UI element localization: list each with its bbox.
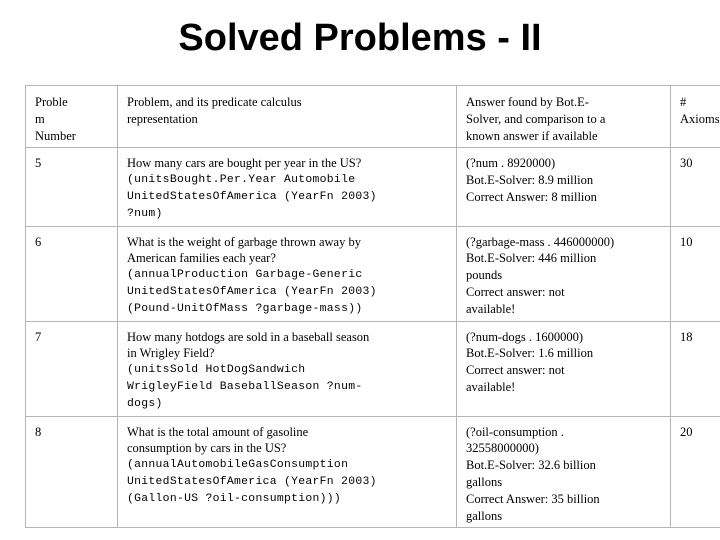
header-axioms: # Axioms [671, 86, 720, 148]
header-problem-number: Proble m Number [26, 86, 118, 148]
problem-number: 8 [26, 416, 118, 528]
header-problem-representation: Problem, and its predicate calculus representation [118, 86, 457, 148]
answer-cell: (?oil-consumption . 32558000000) Bot.E-Solver: 32.6 billion gallons Correct Answer: 35 billion gallons [457, 416, 671, 528]
answer-cell: (?garbage-mass . 446000000) Bot.E-Solver: 446 million pounds Correct answer: not available! [457, 226, 671, 321]
page-title: Solved Problems - II [178, 17, 542, 59]
problem-cell [118, 416, 457, 528]
table-header-row [26, 86, 720, 148]
axioms-count: 18 [671, 321, 720, 416]
table-row [26, 148, 720, 226]
answer-cell: (?num . 8920000) Bot.E-Solver: 8.9 million Correct Answer: 8 million [457, 148, 671, 226]
problem-formula: (annualProduction Garbage-Generic UnitedStatesOfAmerica (YearFn 2003) (Pound-UnitOfMass ?garbage-mass)) [127, 269, 377, 315]
axioms-count: 20 [671, 416, 720, 528]
table-row [26, 416, 720, 528]
axioms-count: 30 [671, 148, 720, 226]
header-answer: Answer found by Bot.E- Solver, and comparison to a known answer if available [457, 86, 671, 148]
table-row [26, 226, 720, 321]
problem-number: 6 [26, 226, 118, 321]
answer-cell: (?num-dogs . 1600000) Bot.E-Solver: 1.6 million Correct answer: not available! [457, 321, 671, 416]
problem-cell [118, 148, 457, 226]
problem-question: What is the weight of garbage thrown away by American families each year? [127, 234, 361, 266]
problem-cell [118, 321, 457, 416]
problem-question: How many cars are bought per year in the US? [127, 156, 362, 171]
problem-number: 7 [26, 321, 118, 416]
problem-formula: (unitsBought.Per.Year Automobile UnitedStatesOfAmerica (YearFn 2003) ?num) [127, 174, 377, 220]
problem-formula: (annualAutomobileGasConsumption UnitedStatesOfAmerica (YearFn 2003) (Gallon-US ?oil-consumption))) [127, 459, 377, 505]
problem-question: How many hotdogs are sold in a baseball season in Wrigley Field? [127, 329, 370, 361]
problem-number: 5 [26, 148, 118, 226]
axioms-count: 10 [671, 226, 720, 321]
table-row [26, 321, 720, 416]
problem-formula: (unitsSold HotDogSandwich WrigleyField BaseballSeason ?num- dogs) [127, 364, 363, 410]
problem-question: What is the total amount of gasoline consumption by cars in the US? [127, 424, 309, 456]
solved-problems-table [25, 85, 720, 528]
problem-cell [118, 226, 457, 321]
